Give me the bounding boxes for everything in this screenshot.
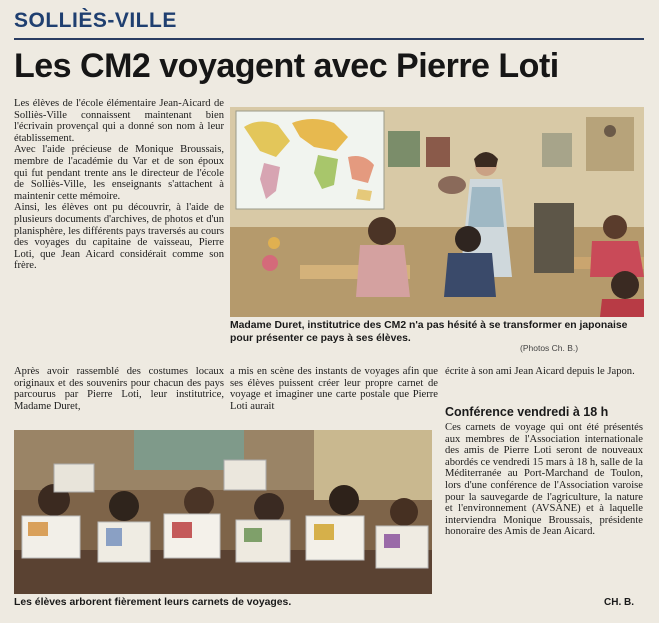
- article-column-3: écrite à son ami Jean Aicard depuis le Japon.: [445, 366, 635, 377]
- author-signature: CH. B.: [604, 597, 634, 608]
- photo-caption-1: Madame Duret, institutrice des CM2 n'a pas hésité à se transformer en japonaise pour présenter ce pays à ses élèves.: [230, 320, 628, 344]
- rubric-rule: [14, 38, 644, 40]
- article-column-1-continued: Après avoir rassemblé des costumes locaux originaux et des souvenirs pour chacun des pays parcourus par Pierre Loti, leur institutrice, Madame Duret,: [14, 366, 224, 412]
- conference-subheading: Conférence vendredi à 18 h: [445, 405, 609, 419]
- paragraph-2: Avec l'aide précieuse de Monique Broussais, membre de l'académie du Var et de son époux qui fut pendant trente ans le directeur de l'école de Solliès-Ville, les enseignants s'attachent à maintenir cette mémoire.: [14, 144, 224, 202]
- classroom-photo: [230, 107, 644, 317]
- students-notebooks-photo: [14, 430, 432, 594]
- paragraph-1: Les élèves de l'école élémentaire Jean-Aicard de Solliès-Ville connaissent maintenant bien l'écrivain provençal qui a donné son nom à leur établissement.: [14, 98, 224, 144]
- photo-credit: (Photos Ch. B.): [520, 343, 579, 353]
- article-column-2: a mis en scène des instants de voyages afin que ses élèves puissent créer leur propre carnet de voyage et imaginer une carte postale que Pierre Loti aurait: [230, 366, 438, 412]
- article-headline: Les CM2 voyagent avec Pierre Loti: [14, 47, 559, 85]
- article-column-3-conference: Ces carnets de voyage qui ont été présentés aux membres de l'Association internationale des amis de Pierre Loti seront de nouveaux abordés ce vendredi 15 mars à 18 h, salle de la Méditerranée au Port-Marchand de Toulon, lors d'une conférence de l'Association varoise pour la sauvegarde de l'agriculture, la nature et l'environnement (AVSANE) et à laquelle interviendra Monique Broussais, présidente honoraire des Amis de Jean Aicard.: [445, 422, 643, 538]
- photo-caption-2: Les élèves arborent fièrement leurs carnets de voyages.: [14, 597, 292, 608]
- paragraph-3: Ainsi, les élèves ont pu découvrir, à l'aide de plusieurs documents d'archives, de photos et d'un planisphère, les différents pays traversés au cours des voyages du capitaine de vaisseau, Pierre Loti, que Jean Aicard considérait comme son frère.: [14, 202, 224, 272]
- article-column-1: [14, 98, 224, 272]
- section-rubric: SOLLIÈS-VILLE: [14, 9, 177, 32]
